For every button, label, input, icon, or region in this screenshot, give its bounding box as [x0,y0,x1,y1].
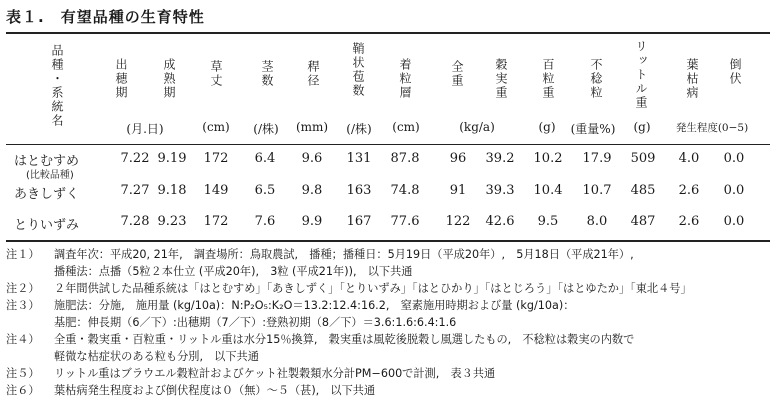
table-cell: 149 [203,183,229,198]
table-cell: 172 [203,214,229,229]
note-line: 葉枯病発生程度および倒伏程度は０（無）～５（甚), 以下共通 [54,384,376,397]
table-cell: 0.0 [723,151,745,166]
note-line: 基肥：伸長期（6／下）:出穂期（7／下）:登熟初期（8／下）＝3.6:1.6:6.4:1.6 [54,316,457,329]
header-plant-height: 草丈 [209,60,223,88]
row-name-toriizumi: とりいずみ [14,218,80,233]
table-cell: 4.0 [678,151,700,166]
table-cell: 509 [630,151,656,166]
table-header-rule [6,144,770,145]
unit-kg-per-a: (kg/a) [459,120,495,134]
unit-mm: (mm) [295,120,329,134]
table-cell: 39.3 [485,183,515,198]
note-5 [6,365,772,382]
table-cell: 6.5 [254,183,276,198]
note-label: 注２） [6,282,40,295]
header-maturity-date: 成熟期 [162,58,176,100]
row-sub-comparison: (比較品種) [26,170,74,181]
header-liter-weight: リットル重 [634,40,648,110]
note-line: 全重・穀実重・百粒重・リットル重は水分15％換算, 穀実重は風乾後脱穀し風選したもの, 不稔粒は穀実の内数で [54,333,635,346]
unit-per-plant-stem: (/株) [253,122,279,136]
table-cell: 9.6 [301,151,323,166]
unit-g-liter: (g) [633,120,651,134]
note-6 [6,382,772,399]
table-cell: 7.28 [120,214,150,229]
table-cell: 17.9 [582,151,612,166]
table-title: 表１. 有望品種の生育特性 [6,8,205,26]
table-cell: 167 [346,214,372,229]
note-label: 注１） [6,248,40,261]
table-cell: 7.22 [120,151,150,166]
note-label: 注５） [6,367,40,380]
unit-per-plant-bract: (/株) [346,122,372,136]
table-cell: 7.27 [120,183,150,198]
table-cell: 10.2 [533,151,563,166]
table-cell: 10.4 [533,183,563,198]
row-name-hatomusume: はとむすめ [14,154,80,169]
unit-cm-height: (cm) [202,120,230,134]
header-grain-layer: 着粒層 [398,58,412,100]
header-100-grain-weight: 百粒重 [541,58,555,100]
table-cell: 9.23 [157,214,187,229]
table-cell: 9.18 [157,183,187,198]
table-bottom-rule [6,240,770,242]
note-line: 調査年次：平成20, 21年, 調査場所：鳥取農試, 播種；播種日：5月19日（平成20年）, 5月18日（平成21年）, [54,248,634,261]
note-line: リットル重はブラウエル穀粒計およびケット社製穀類水分計PM−600で計測, 表３共通 [54,367,496,380]
table-cell: 2.6 [678,183,700,198]
row-name-akishizuku: あきしずく [14,187,80,202]
unit-cm-layer: (cm) [392,120,420,134]
table-cell: 91 [449,183,467,198]
header-bract-count: 鞘状苞数 [351,42,365,98]
table-top-rule [6,32,770,34]
table-cell: 9.9 [301,214,323,229]
table-cell: 131 [346,151,372,166]
table-cell: 2.6 [678,214,700,229]
unit-month-day: (月.日) [126,122,164,136]
note-label: 注３） [6,299,40,312]
table-cell: 487 [630,214,656,229]
table-cell: 0.0 [723,214,745,229]
header-total-weight: 全重 [450,60,464,88]
unit-g-100: (g) [538,120,556,134]
table-cell: 87.8 [390,151,420,166]
note-label: 注４） [6,333,40,346]
unit-severity-scale: 発生程度(0−5) [675,122,749,134]
table-cell: 9.8 [301,183,323,198]
header-sterile-grain: 不稔粒 [589,58,603,100]
note-4 [6,331,772,365]
unit-weight-percent: (重量%) [570,122,616,136]
header-leaf-blight: 葉枯病 [685,58,699,100]
header-stem-count: 茎数 [260,60,274,88]
note-3 [6,297,772,331]
table-cell: 39.2 [485,151,515,166]
table-cell: 7.6 [254,214,276,229]
table-cell: 77.6 [390,214,420,229]
note-1 [6,246,772,280]
table-cell: 172 [203,151,229,166]
header-heading-date: 出穂期 [114,58,128,100]
table-cell: 6.4 [254,151,276,166]
table-cell: 122 [445,214,471,229]
table-cell: 485 [630,183,656,198]
note-line: 施肥法：分施, 施用量 (kg/10a)：N:P₂O₅:K₂O＝13.2:12.4:16.2, 窒素施用時期および量 (kg/10a)： [54,299,575,312]
table-cell: 42.6 [485,214,515,229]
note-2 [6,280,772,297]
table-cell: 96 [449,151,467,166]
note-line: ２年間供試した品種系統は「はとむすめ」「あきしずく」「とりいずみ」「はとひかり」「はとじろう」「はとゆたか」「東北４号」 [54,282,692,295]
header-variety: 品種・系統名 [50,44,64,128]
note-line: 播種法：点播（5粒２本仕立 (平成20年), 3粒 (平成21年)), 以下共通 [54,265,413,278]
table-cell: 163 [346,183,372,198]
table-cell: 0.0 [723,183,745,198]
note-line: 軽微な枯症状のある粒も分別, 以下共通 [54,350,259,363]
table-cell: 10.7 [582,183,612,198]
header-lodging: 倒伏 [728,58,742,86]
header-culm-diameter: 稈径 [306,60,320,88]
table-cell: 8.0 [586,214,608,229]
table-cell: 9.5 [537,214,559,229]
table-notes [6,246,772,399]
table-cell: 74.8 [390,183,420,198]
header-grain-weight: 穀実重 [494,58,508,100]
note-label: 注６） [6,384,40,397]
table-cell: 9.19 [157,151,187,166]
